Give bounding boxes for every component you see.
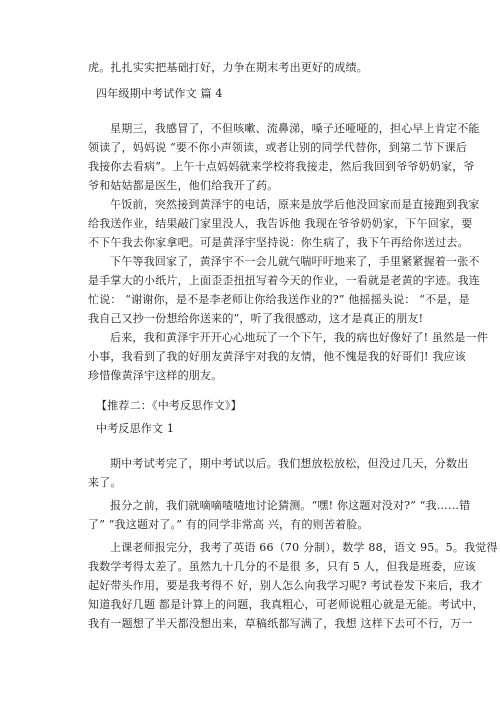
section-heading: 【推荐二：《中考反思作文》】 [96, 399, 242, 412]
essay-heading: 中考反思作文 1 [96, 422, 175, 435]
text-line: 午饭前，突然接到黄泽宇的电话，原来是放学后他没回家而是直接跑到我家 [110, 198, 480, 211]
text-line: 来了。 [88, 476, 122, 489]
text-line: 给我送作业，结果敲门家里没人，我告诉他 我现在爷爷奶奶家，下午回家，要 [88, 217, 473, 230]
text-line: 期中考试考完了，期中考试以后。我们想放松放松，但没过几天，分数出 [110, 457, 469, 470]
text-line: 不下午我去你家拿吧。可是黄泽宇坚持说：你生病了，我下午再给你送过去。 [88, 236, 469, 249]
text-line: 报分之前，我们就嘀嘀喳喳地讨论猜测。“嘿! 你这题对没对?” “我……错 [110, 499, 471, 512]
text-line: 下午等我回家了，黄泽宇不一会儿就气喘吁吁地来了，手里紧紧握着一张不 [110, 255, 480, 268]
text-line: 我数学考得太差了。虽然九十几分的不是很 多，只有 5 人，但我是班委，应该 [88, 560, 476, 573]
text-line: 领读了，妈妈说 “要不你小声领读，或者让别的同学代替你，到第二节下课后 [88, 141, 468, 154]
recommend-heading-block [88, 396, 412, 415]
text-line: 我自己又抄一份想给你送来的”，听了我很感动，这才是真正的朋友! [88, 312, 424, 325]
text-line: 虎。扎扎实实把基础打好，力争在期末考出更好的成绩。 [88, 61, 368, 74]
text-line: 我有一题想了半天都没想出来，草稿纸都写满了，我想 这样下去可不行，万一 [88, 617, 473, 630]
text-line: 上课老师报完分，我考了英语 66（70 分制），数学 88，语文 95。5。我觉得 [110, 541, 498, 554]
essay4-body [88, 119, 488, 385]
text-line: 起好带头作用，要是我考得不 好，别人怎么向我学习呢? 考试卷发下来后，我才 [88, 579, 483, 592]
text-line: 忙说： “谢谢你，是不是李老师让你给我送作业的?” 他摇摇头说： “不是，是 [88, 293, 470, 306]
text-line: 爷和姑姑都是医生，他们给我开了药。 [88, 179, 279, 192]
text-line: 了” “我这题对了。” 有的同学非常高 兴，有的则苦着脸。 [88, 518, 369, 531]
text-line: 小事，我看到了我的好朋友黄泽宇对我的友情，他不愧是我的好哥们! 我应该 [88, 350, 466, 363]
text-line: 我接你去看病”。上午十点妈妈就来学校将我接走，然后我回到爷爷奶奶家，爷 [88, 160, 475, 173]
text-line: 星期三，我感冒了，不但咳嗽、流鼻涕，嗓子还哑哑的，担心早上肯定不能 [110, 122, 480, 135]
text-line: 后来，我和黄泽宇开开心心地玩了一个下午，我的病也好像好了! 虽然是一件 [110, 331, 488, 344]
text-line: 是手掌大的小纸片，上面歪歪扭扭写着今天的作业，一看就是老黄的字迹。我连 [88, 274, 480, 287]
essay1-heading-block [88, 419, 412, 438]
essay4-heading-block [88, 84, 412, 103]
top-fragment [88, 58, 412, 77]
essay-heading: 四年级期中考试作文 篇 4 [96, 87, 223, 100]
text-line: 知道我好几题 都是计算上的问题，我真粗心，可老师说粗心就是无能。考试中， [88, 598, 484, 611]
essay1-body [88, 454, 498, 633]
text-line: 珍惜像黄泽宇这样的朋友。 [88, 369, 223, 382]
